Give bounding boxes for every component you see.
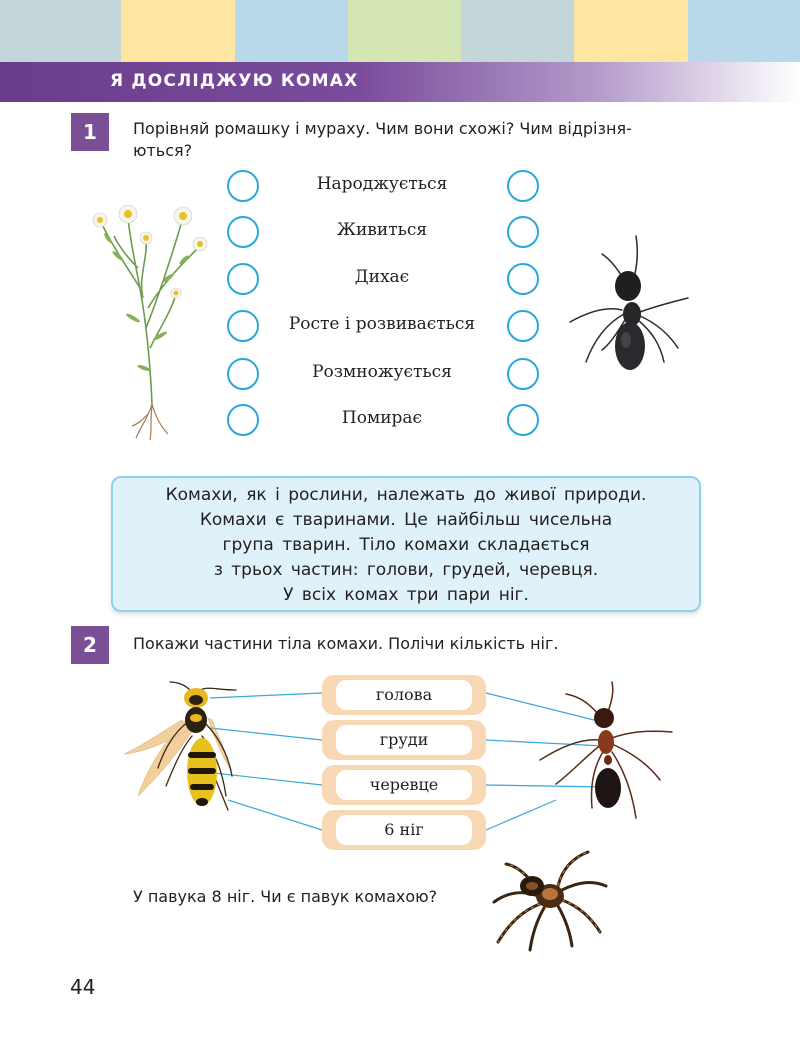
label-legs: 6 ніг — [336, 815, 472, 845]
label-thorax: груди — [336, 725, 472, 755]
feature-label: Дихає — [354, 267, 410, 287]
label-abdomen: черевце — [336, 770, 472, 800]
spider-image — [488, 846, 612, 952]
feature-label: Росте і розвивається — [288, 314, 476, 334]
section-title: Я ДОСЛІДЖУЮ КОМАХ — [110, 71, 359, 91]
spider-question: У павука 8 ніг. Чи є павук комахою? — [133, 887, 438, 906]
info-line: з трьох частин: голови, грудей, черевця. — [213, 560, 599, 580]
wasp-image — [118, 676, 258, 834]
body-part-label-box[interactable] — [322, 675, 486, 715]
task-1-question-line1: Порівняй ромашку і мураху. Чим вони схожі? Чим відрізня- — [133, 119, 632, 138]
feature-label: Помирає — [341, 408, 423, 428]
info-line: Комахи є тваринами. Це найбільш чисельна — [199, 510, 613, 530]
task-2-number: 2 — [71, 626, 109, 664]
body-part-label-box[interactable] — [322, 720, 486, 760]
task-1-number: 1 — [71, 113, 109, 151]
info-line: Комахи, як і рослини, належать до живої природи. — [165, 485, 647, 505]
page-number: 44 — [70, 975, 96, 999]
label-head: голова — [336, 680, 472, 710]
feature-label: Живиться — [336, 220, 428, 240]
body-part-label-box[interactable] — [322, 810, 486, 850]
info-line: група тварин. Тіло комахи складається — [222, 535, 590, 555]
task-1-question-line2: ються? — [133, 141, 193, 160]
body-part-label-box[interactable] — [322, 765, 486, 805]
task-2-question: Покажи частини тіла комахи. Полічи кількість ніг. — [133, 634, 559, 653]
red-ant-image — [532, 680, 692, 830]
feature-label: Народжується — [316, 174, 448, 194]
feature-label: Розмножується — [312, 362, 452, 382]
info-line: У всіх комах три пари ніг. — [283, 585, 529, 605]
